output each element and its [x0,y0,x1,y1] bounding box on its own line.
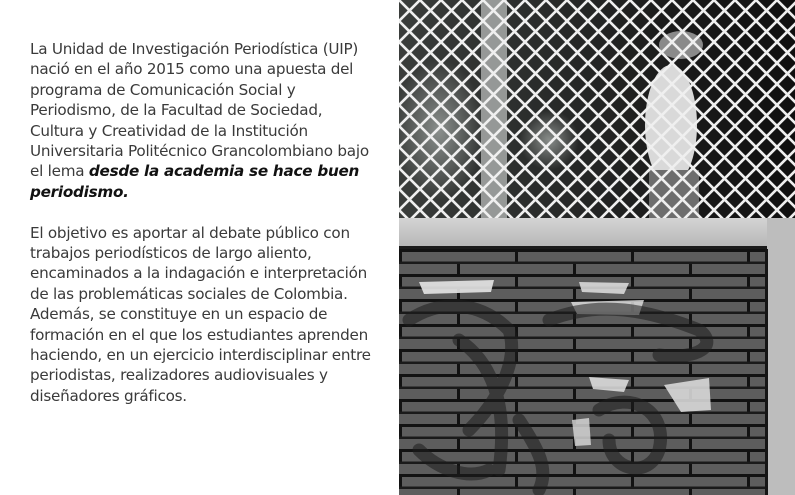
pillar-edge [765,249,768,495]
intro-paragraph-2: El objetivo es aportar al debate público con trabajos periodísticos de largo aliento, encaminados a la indagación e interpretación de las problemáticas sociales de Colombia. Además, se constituye en un espacio de formación en el que los estudiantes aprenden haciendo, en un ejercicio interdisciplinar entre periodistas, realizadores audiovisuales y diseñadores gráficos. [30,223,371,405]
motto-emphasis: desde la academia se hace buen periodismo. [30,162,360,201]
fence-photo-illustration [399,0,795,495]
intro-paragraph-1-text: La Unidad de Investigación Periodística (UIP) nació en el año 2015 como una apuesta del programa de Comunicación Social y Periodismo, de la Facultad de Sociedad, Cultura y Creatividad de la Institución Universitaria Politécnico Grancolombiano bajo el lema [30,40,369,181]
poster-scrap [572,418,591,446]
concrete-pillar [767,218,795,495]
poster-scrap [579,282,629,294]
chain-link-fence [399,0,795,222]
ledge-shadow [399,246,795,249]
intro-text [30,39,375,406]
fence-photo [399,0,795,495]
concrete-ledge [399,218,795,249]
poster-scrap [419,280,494,294]
intro-paragraph-1 [30,39,375,202]
